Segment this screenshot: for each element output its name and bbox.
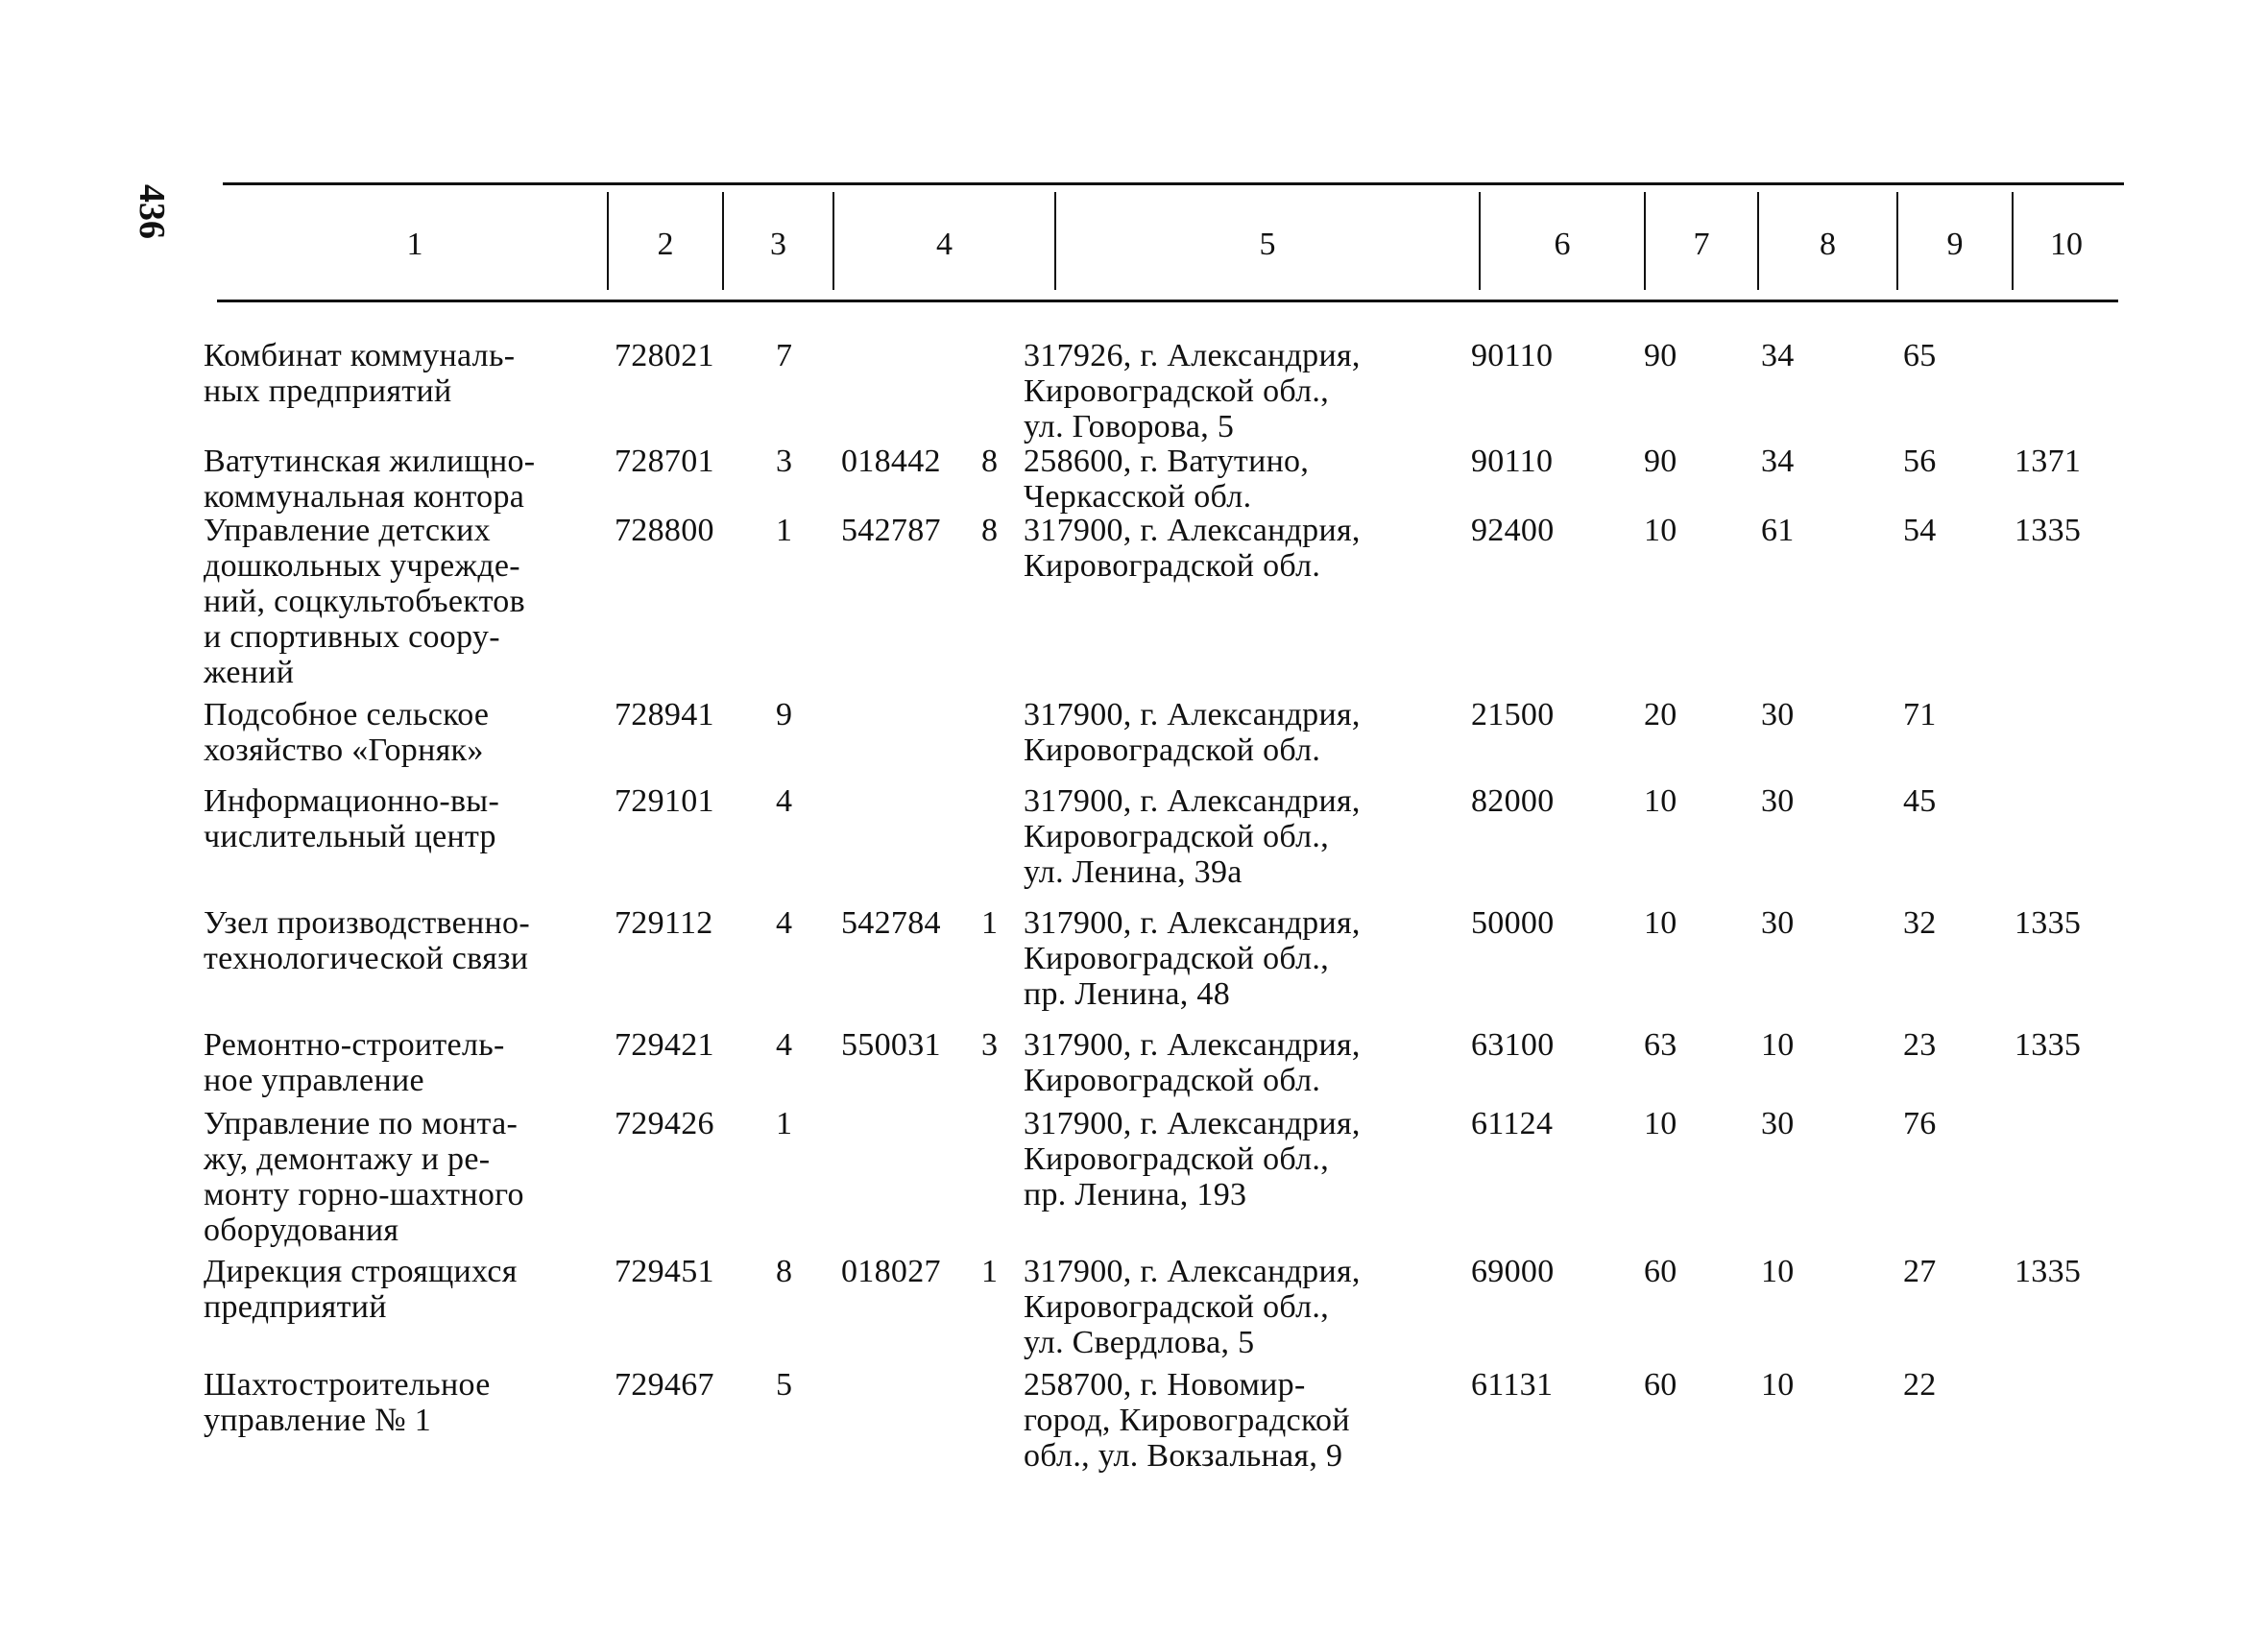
header-col-5: 5 — [1259, 227, 1276, 262]
header-col-3: 3 — [770, 227, 786, 262]
table-header-rule — [217, 300, 2118, 302]
col-7-value: 10 — [1644, 513, 1677, 548]
col-4-value: 018442 — [841, 444, 941, 479]
col-3-value: 4 — [776, 905, 793, 941]
col-7-value: 63 — [1644, 1027, 1677, 1063]
address: 317900, г. Александрия, Кировоградской обл. — [1024, 1027, 1361, 1098]
col-3-value: 7 — [776, 338, 793, 373]
org-name: Комбинат коммуналь- ных предприятий — [204, 338, 516, 409]
col-7-value: 10 — [1644, 905, 1677, 941]
col-6-value: 69000 — [1471, 1254, 1555, 1289]
address: 317900, г. Александрия, Кировоградской обл., пр. Ленина, 193 — [1024, 1106, 1361, 1212]
col-9-value: 71 — [1903, 697, 1937, 732]
org-name: Ватутинская жилищно- коммунальная контора — [204, 444, 536, 515]
col-10-value: 1335 — [2015, 1254, 2082, 1289]
org-code: 728021 — [615, 338, 714, 373]
col-4-value: 550031 — [841, 1027, 941, 1063]
address: 317900, г. Александрия, Кировоградской обл., ул. Свердлова, 5 — [1024, 1254, 1361, 1360]
org-name: Шахтостроительное управление № 1 — [204, 1367, 491, 1438]
header-col-9: 9 — [1946, 227, 1964, 262]
header-col-1: 1 — [406, 227, 423, 262]
header-col-10: 10 — [2050, 227, 2083, 262]
address: 317900, г. Александрия, Кировоградской обл., ул. Ленина, 39а — [1024, 783, 1361, 890]
address: 317900, г. Александрия, Кировоградской обл. — [1024, 697, 1361, 768]
col-7-value: 60 — [1644, 1254, 1677, 1289]
col-4-suffix: 1 — [981, 1254, 999, 1289]
org-code: 729101 — [615, 783, 714, 819]
address: 317900, г. Александрия, Кировоградской обл. — [1024, 513, 1361, 584]
col-9-value: 54 — [1903, 513, 1937, 548]
col-8-value: 30 — [1761, 905, 1795, 941]
org-code: 728941 — [615, 697, 714, 732]
col-8-value: 34 — [1761, 338, 1795, 373]
col-9-value: 45 — [1903, 783, 1937, 819]
address: 317900, г. Александрия, Кировоградской обл., пр. Ленина, 48 — [1024, 905, 1361, 1012]
col-9-value: 65 — [1903, 338, 1937, 373]
address: 258600, г. Ватутино, Черкасской обл. — [1024, 444, 1310, 515]
org-name: Информационно-вы- числительный центр — [204, 783, 500, 854]
col-6-value: 90110 — [1471, 338, 1554, 373]
col-6-value: 61124 — [1471, 1106, 1554, 1141]
org-code: 728701 — [615, 444, 714, 479]
org-code: 728800 — [615, 513, 714, 548]
col-9-value: 56 — [1903, 444, 1937, 479]
header-col-6: 6 — [1554, 227, 1571, 262]
col-3-value: 9 — [776, 697, 793, 732]
col-3-value: 5 — [776, 1367, 793, 1403]
col-7-value: 20 — [1644, 697, 1677, 732]
col-8-value: 30 — [1761, 1106, 1795, 1141]
col-6-value: 61131 — [1471, 1367, 1554, 1403]
col-4-suffix: 3 — [981, 1027, 999, 1063]
address: 258700, г. Новомир- город, Кировоградской обл., ул. Вокзальная, 9 — [1024, 1367, 1350, 1474]
org-name: Дирекция строящихся предприятий — [204, 1254, 518, 1325]
col-10-value: 1371 — [2015, 444, 2082, 479]
col-9-value: 27 — [1903, 1254, 1937, 1289]
col-7-value: 90 — [1644, 338, 1677, 373]
col-10-value: 1335 — [2015, 513, 2082, 548]
col-9-value: 22 — [1903, 1367, 1937, 1403]
header-col-7: 7 — [1693, 227, 1710, 262]
col-10-value: 1335 — [2015, 1027, 2082, 1063]
col-10-value: 1335 — [2015, 905, 2082, 941]
col-7-value: 60 — [1644, 1367, 1677, 1403]
col-3-value: 3 — [776, 444, 793, 479]
org-name: Управление детских дошкольных учрежде- ний, соцкультобъектов и спортивных соору- жений — [204, 513, 525, 690]
header-col-4: 4 — [936, 227, 953, 262]
org-code: 729451 — [615, 1254, 714, 1289]
col-6-value: 63100 — [1471, 1027, 1555, 1063]
col-6-value: 21500 — [1471, 697, 1555, 732]
col-8-value: 34 — [1761, 444, 1795, 479]
col-8-value: 10 — [1761, 1367, 1795, 1403]
col-6-value: 82000 — [1471, 783, 1555, 819]
col-9-value: 23 — [1903, 1027, 1937, 1063]
col-3-value: 4 — [776, 1027, 793, 1063]
col-9-value: 76 — [1903, 1106, 1937, 1141]
col-3-value: 1 — [776, 1106, 793, 1141]
page-number: 436 — [132, 184, 172, 239]
col-7-value: 10 — [1644, 1106, 1677, 1141]
org-code: 729112 — [615, 905, 713, 941]
col-4-suffix: 8 — [981, 513, 999, 548]
table-top-rule — [223, 182, 2124, 185]
col-8-value: 10 — [1761, 1027, 1795, 1063]
col-9-value: 32 — [1903, 905, 1937, 941]
col-3-value: 4 — [776, 783, 793, 819]
col-8-value: 30 — [1761, 697, 1795, 732]
col-6-value: 90110 — [1471, 444, 1554, 479]
col-3-value: 8 — [776, 1254, 793, 1289]
col-6-value: 92400 — [1471, 513, 1555, 548]
col-8-value: 30 — [1761, 783, 1795, 819]
header-col-2: 2 — [657, 227, 674, 262]
org-code: 729426 — [615, 1106, 714, 1141]
org-name: Узел производственно- технологической связи — [204, 905, 530, 976]
header-col-8: 8 — [1820, 227, 1836, 262]
address: 317926, г. Александрия, Кировоградской обл., ул. Говорова, 5 — [1024, 338, 1361, 444]
org-name: Подсобное сельское хозяйство «Горняк» — [204, 697, 490, 768]
org-code: 729467 — [615, 1367, 714, 1403]
org-name: Ремонтно-строитель- ное управление — [204, 1027, 505, 1098]
col-3-value: 1 — [776, 513, 793, 548]
col-4-value: 542784 — [841, 905, 941, 941]
col-4-value: 542787 — [841, 513, 941, 548]
col-8-value: 10 — [1761, 1254, 1795, 1289]
col-4-suffix: 1 — [981, 905, 999, 941]
col-4-suffix: 8 — [981, 444, 999, 479]
org-name: Управление по монта- жу, демонтажу и ре- монту горно-шахтного оборудования — [204, 1106, 524, 1248]
org-code: 729421 — [615, 1027, 714, 1063]
col-4-value: 018027 — [841, 1254, 941, 1289]
col-6-value: 50000 — [1471, 905, 1555, 941]
col-7-value: 10 — [1644, 783, 1677, 819]
col-7-value: 90 — [1644, 444, 1677, 479]
col-8-value: 61 — [1761, 513, 1795, 548]
